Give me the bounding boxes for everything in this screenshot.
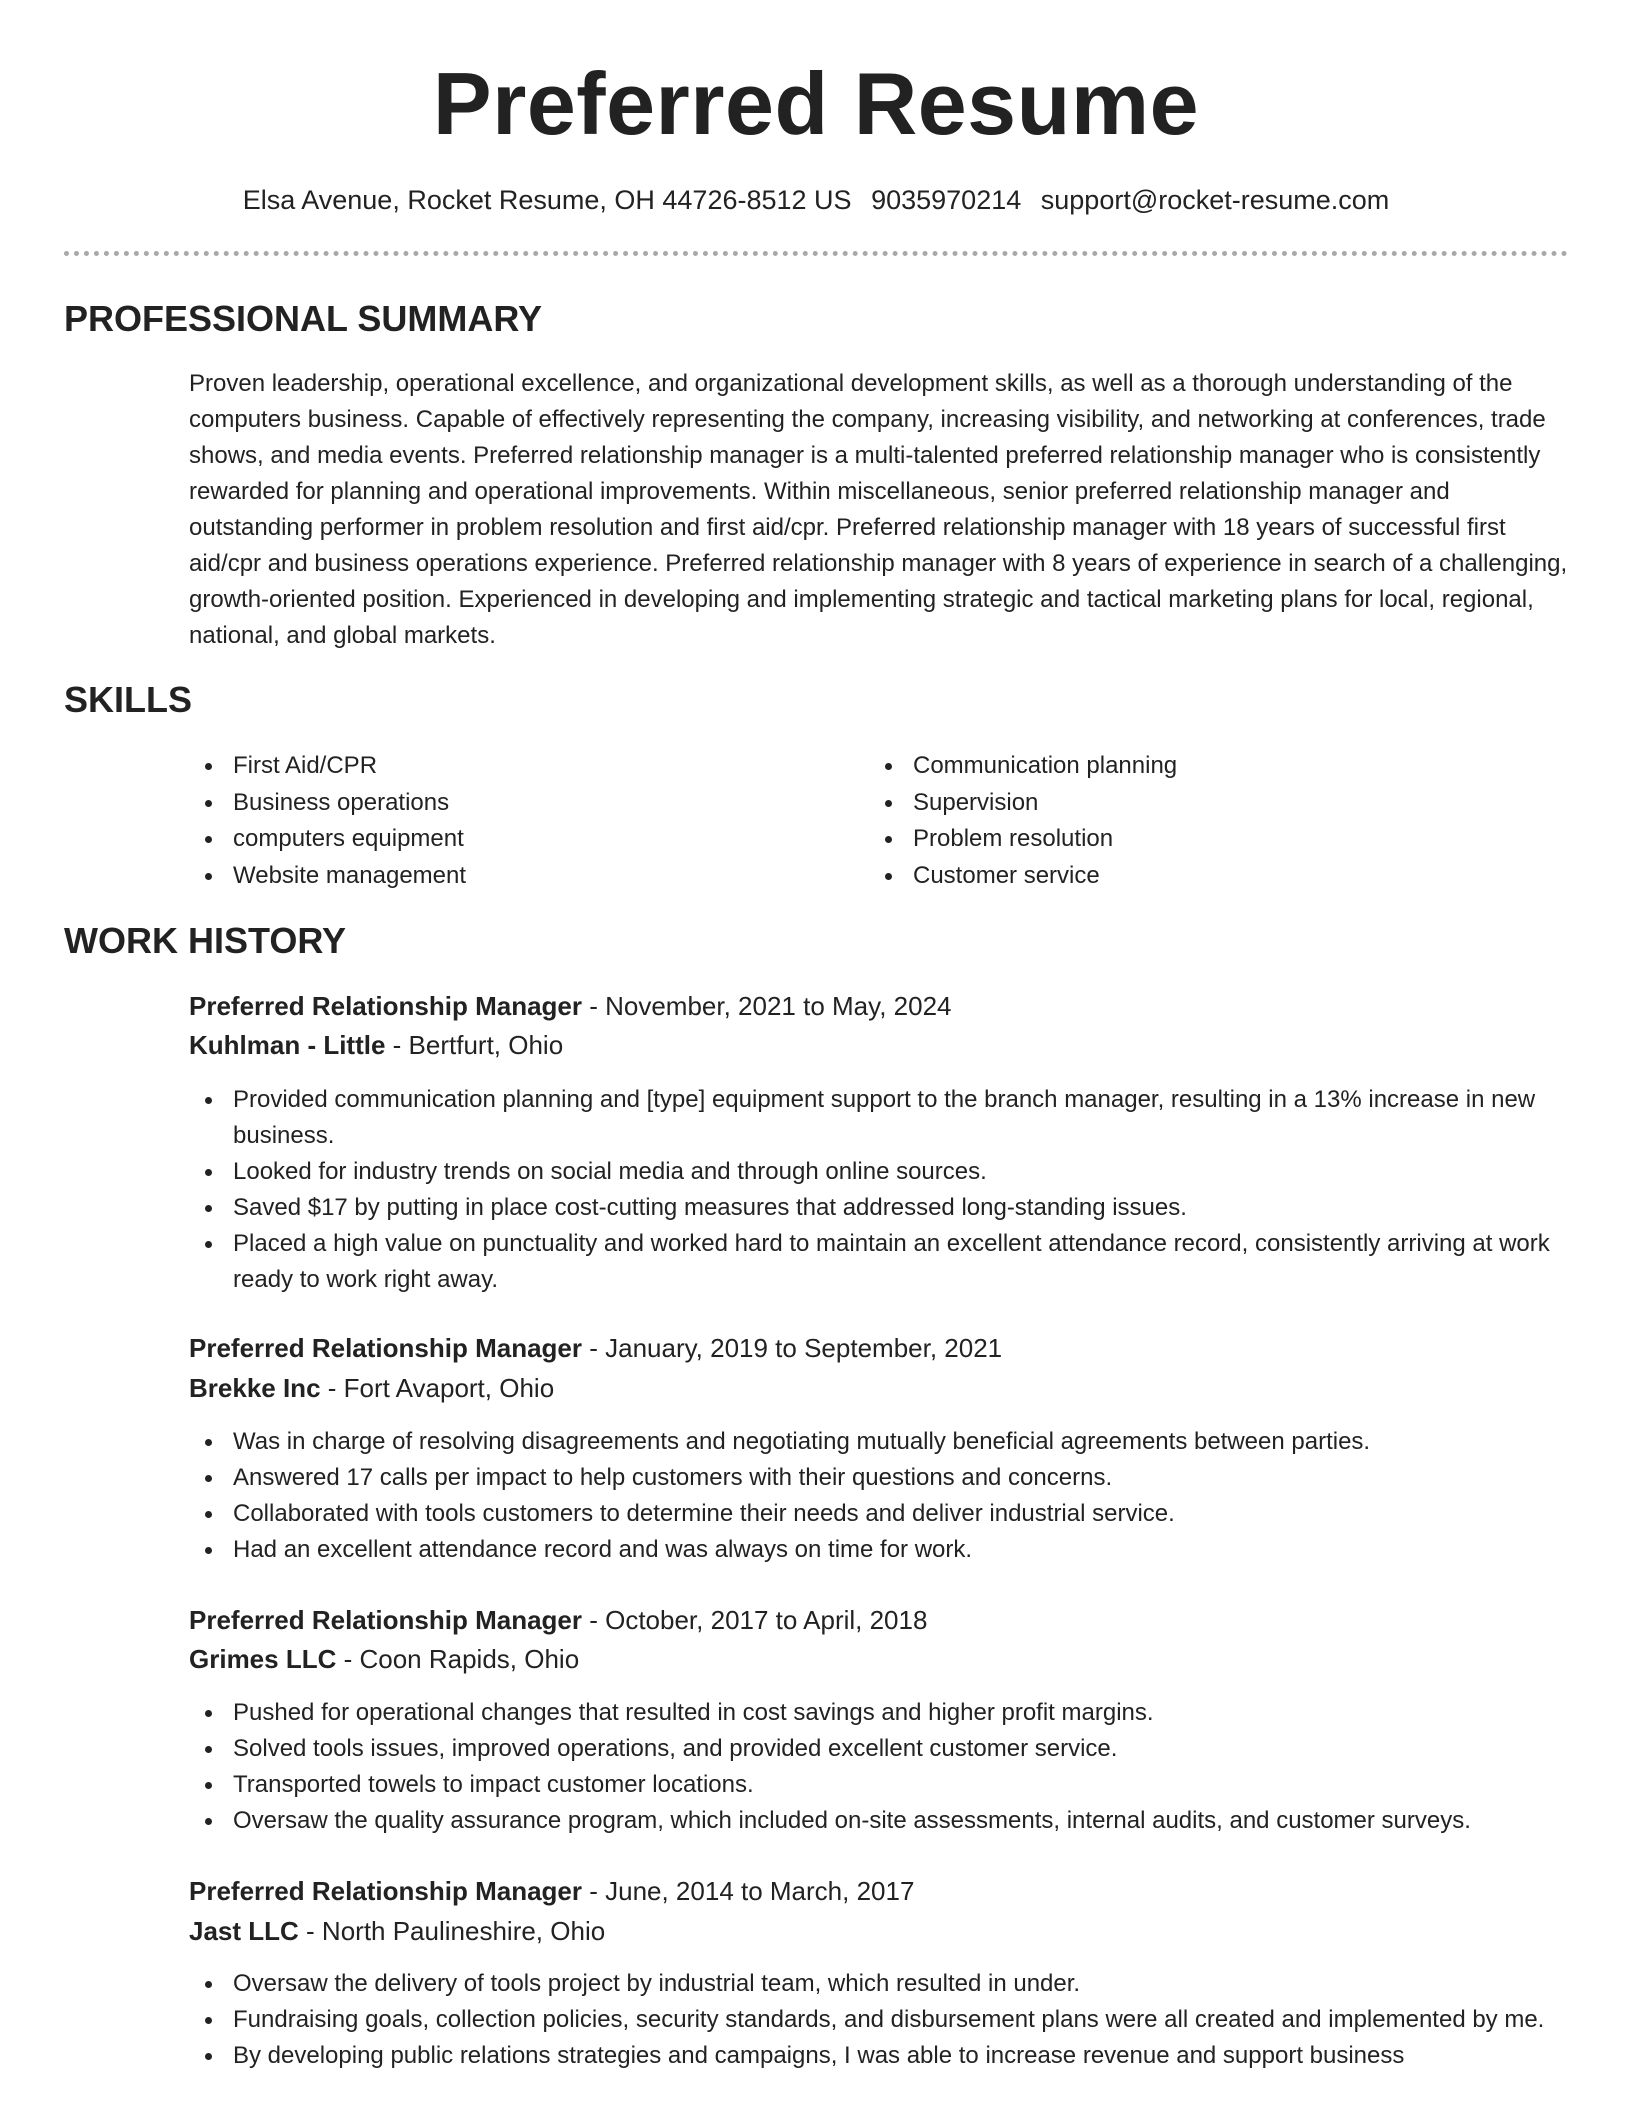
skill-item: Website management [189,858,829,895]
skill-item: Problem resolution [869,821,1549,858]
skills-list-right [869,748,1549,894]
job-title-line [189,1602,927,1638]
header-divider [64,251,1568,256]
job-bullet: Fundraising goals, collection policies, security standards, and disbursement plans were all created and implemented by me. [189,2002,1569,2038]
skill-item: First Aid/CPR [189,748,829,785]
job-company-line [189,1370,554,1406]
skill-item: Communication planning [869,748,1549,785]
skill-item: Business operations [189,785,829,822]
job-bullets [189,1082,1569,1298]
job-company-line [189,1641,579,1677]
job-bullet: Provided communication planning and [type] equipment support to the branch manager, resulting in a 13% increase in new business. [189,1082,1569,1154]
job-title-line [189,1873,914,1909]
contact-address: Elsa Avenue, Rocket Resume, OH 44726-8512 US [242,185,852,215]
job-bullet: Was in charge of resolving disagreements and negotiating mutually beneficial agreements between parties. [189,1424,1569,1460]
job-title-line [189,1330,1002,1366]
job-bullet: Collaborated with tools customers to determine their needs and deliver industrial service. [189,1496,1569,1532]
job-dates: - November, 2021 to May, 2024 [582,991,952,1021]
skills-heading: SKILLS [64,679,193,720]
job-company: Kuhlman - Little [189,1030,386,1060]
skill-item: computers equipment [189,821,829,858]
skill-item: Customer service [869,858,1549,895]
job-title: Preferred Relationship Manager [189,1333,582,1363]
job-location: - Coon Rapids, Ohio [336,1644,580,1674]
skill-item: Supervision [869,785,1549,822]
job-bullet: Saved $17 by putting in place cost-cutting measures that addressed long-standing issues. [189,1190,1569,1226]
job-bullets [189,1695,1569,1839]
job-title-line [189,988,952,1024]
job-bullet: Had an excellent attendance record and was always on time for work. [189,1532,1569,1568]
job-bullet: Looked for industry trends on social media and through online sources. [189,1154,1569,1190]
job-location: - Fort Avaport, Ohio [320,1373,555,1403]
resume-name: Preferred Resume [432,54,1200,153]
job-bullet: Transported towels to impact customer locations. [189,1767,1569,1803]
job-company: Grimes LLC [189,1644,337,1674]
job-bullets [189,1424,1569,1568]
job-bullet: Solved tools issues, improved operations, and provided excellent customer service. [189,1731,1569,1767]
job-bullet: Pushed for operational changes that resulted in cost savings and higher profit margins. [189,1695,1569,1731]
work-heading: WORK HISTORY [64,920,347,961]
contact-email: support@rocket-resume.com [1040,185,1390,215]
job-dates: - January, 2019 to September, 2021 [582,1333,1003,1363]
job-company-line [189,1913,605,1949]
job-title: Preferred Relationship Manager [189,1876,582,1906]
summary-text: Proven leadership, operational excellence, and organizational development skills, as well as a thorough understanding of the computers business. Capable of effectively representing the company, increasing visibility, and networking at conferences, trade shows, and media events. Preferred relationship manager is a multi-talented preferred relationship manager who is consistently rewarded for planning and operational improvements. Within miscellaneous, senior preferred relationship manager and outstanding performer in problem resolution and first aid/cpr. Preferred relationship manager with 18 years of successful first aid/cpr and business operations experience. Preferred relationship manager with 8 years of experience in search of a challenging, growth-oriented position. Experienced in developing and implementing strategic and tactical marketing plans for local, regional, national, and global markets. [189,370,1568,649]
job-title: Preferred Relationship Manager [189,991,582,1021]
contact-line [0,182,1632,218]
contact-phone: 9035970214 [871,185,1022,215]
job-bullet: Answered 17 calls per impact to help customers with their questions and concerns. [189,1460,1569,1496]
job-company: Brekke Inc [189,1373,321,1403]
job-company-line [189,1027,563,1063]
job-dates: - October, 2017 to April, 2018 [582,1605,928,1635]
job-bullet: Placed a high value on punctuality and worked hard to maintain an excellent attendance record, consistently arriving at work ready to work right away. [189,1226,1569,1298]
job-dates: - June, 2014 to March, 2017 [582,1876,915,1906]
job-location: - Bertfurt, Ohio [385,1030,564,1060]
job-location: - North Paulineshire, Ohio [298,1916,606,1946]
job-bullet: Oversaw the quality assurance program, which included on-site assessments, internal audits, and customer surveys. [189,1803,1569,1839]
job-bullets [189,1966,1569,2074]
skills-list-left [189,748,829,894]
job-bullet: Oversaw the delivery of tools project by industrial team, which resulted in under. [189,1966,1569,2002]
job-bullet: By developing public relations strategies and campaigns, I was able to increase revenue and support business [189,2038,1569,2074]
summary-heading: PROFESSIONAL SUMMARY [64,298,543,339]
job-title: Preferred Relationship Manager [189,1605,582,1635]
job-company: Jast LLC [189,1916,299,1946]
